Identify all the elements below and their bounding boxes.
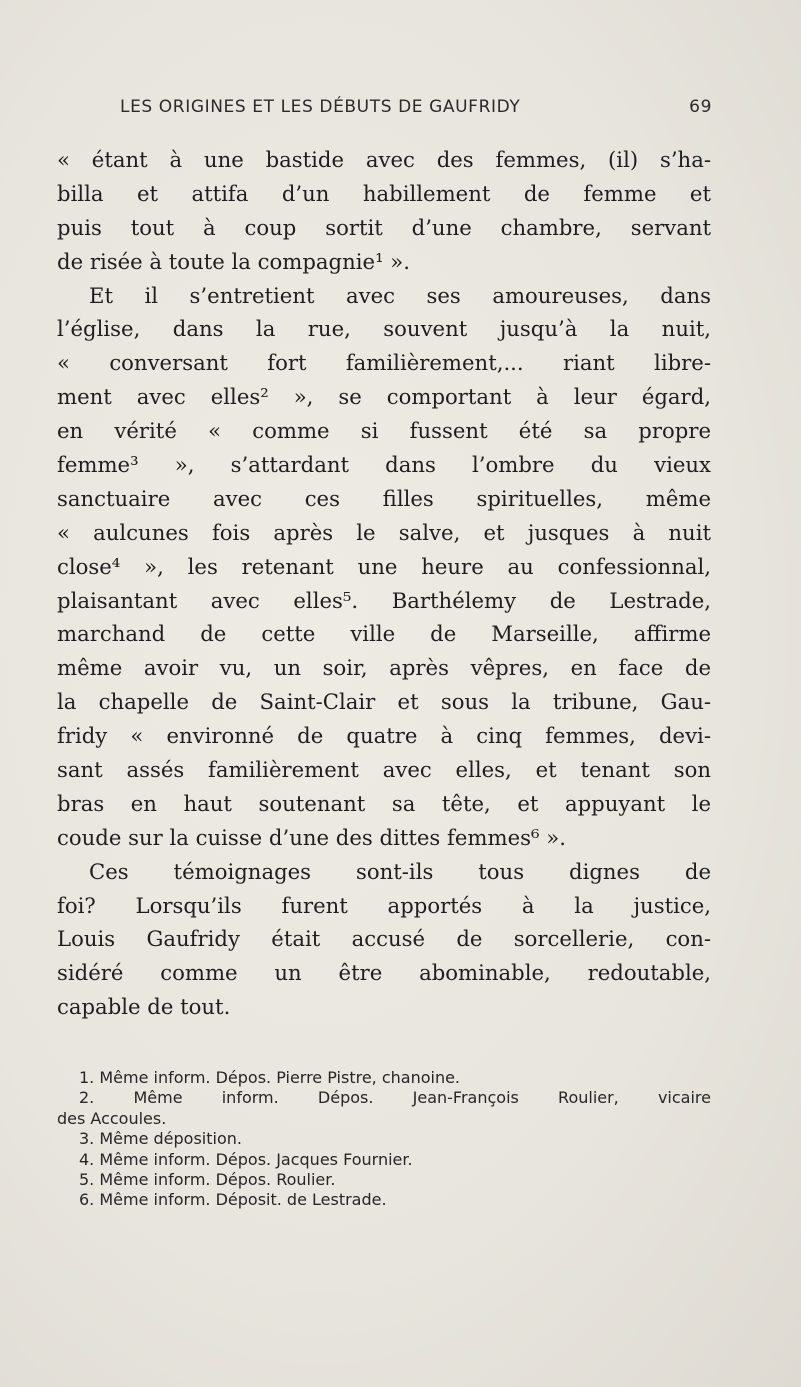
text-line: « aulcunes fois après le salve, et jusques à nuit xyxy=(57,519,711,545)
footnote-line: 5. Même inform. Dépos. Roulier. xyxy=(79,1169,336,1189)
text-line: bras en haut soutenant sa tête, et appuyant le xyxy=(57,790,711,816)
text-line: même avoir vu, un soir, après vêpres, en face de xyxy=(57,655,711,681)
text-line: plaisantant avec elles⁵. Barthélemy de Lestrade, xyxy=(57,587,711,613)
text-line: fridy « environné de quatre à cinq femmes, devi- xyxy=(57,723,711,749)
running-title: LES ORIGINES ET LES DÉBUTS DE GAUFRIDY xyxy=(120,97,521,117)
text-line: sanctuaire avec ces filles spirituelles, même xyxy=(57,485,711,511)
text-line: sidéré comme un être abominable, redoutable, xyxy=(57,960,711,986)
text-line: femme³ », s’attardant dans l’ombre du vieux xyxy=(57,452,711,478)
text-line: coude sur la cuisse d’une des dittes femmes⁶ ». xyxy=(57,824,566,850)
text-line: en vérité « comme si fussent été sa propre xyxy=(57,418,711,444)
text-line: « conversant fort familièrement,... riant libre- xyxy=(57,350,711,376)
text-line: la chapelle de Saint-Clair et sous la tribune, Gau- xyxy=(57,689,711,715)
text-line: l’église, dans la rue, souvent jusqu’à la nuit, xyxy=(57,316,711,342)
text-line: de risée à toute la compagnie¹ ». xyxy=(57,248,410,274)
text-line: close⁴ », les retenant une heure au confessionnal, xyxy=(57,553,711,579)
text-line: billa et attifa d’un habillement de femme et xyxy=(57,180,711,206)
text-line: sant assés familièrement avec elles, et tenant son xyxy=(57,757,711,783)
text-line: ment avec elles² », se comportant à leur égard, xyxy=(57,384,711,410)
page-header xyxy=(120,93,712,123)
body-text xyxy=(57,143,711,1024)
footnotes xyxy=(57,1068,711,1211)
text-line: puis tout à coup sortit d’une chambre, servant xyxy=(57,214,711,240)
footnote-line: 4. Même inform. Dépos. Jacques Fournier. xyxy=(79,1149,413,1169)
footnote-line: 2. Même inform. Dépos. Jean-François Roulier, vicaire xyxy=(79,1088,711,1108)
text-line: foi? Lorsqu’ils furent apportés à la justice, xyxy=(57,892,711,918)
text-line: « étant à une bastide avec des femmes, (il) s’ha- xyxy=(57,147,711,172)
footnote-line: 3. Même déposition. xyxy=(79,1129,242,1149)
text-line: Louis Gaufridy était accusé de sorcellerie, con- xyxy=(57,926,711,952)
text-line: Ces témoignages sont-ils tous dignes de xyxy=(89,858,711,884)
text-line: Et il s’entretient avec ses amoureuses, dans xyxy=(89,282,711,308)
footnote-line: 6. Même inform. Déposit. de Lestrade. xyxy=(79,1190,387,1210)
footnote-line: des Accoules. xyxy=(57,1108,167,1128)
text-line: marchand de cette ville de Marseille, affirme xyxy=(57,621,711,647)
footnote-line: 1. Même inform. Dépos. Pierre Pistre, chanoine. xyxy=(79,1068,461,1087)
page-number: 69 xyxy=(689,97,712,117)
text-line: capable de tout. xyxy=(57,994,231,1020)
